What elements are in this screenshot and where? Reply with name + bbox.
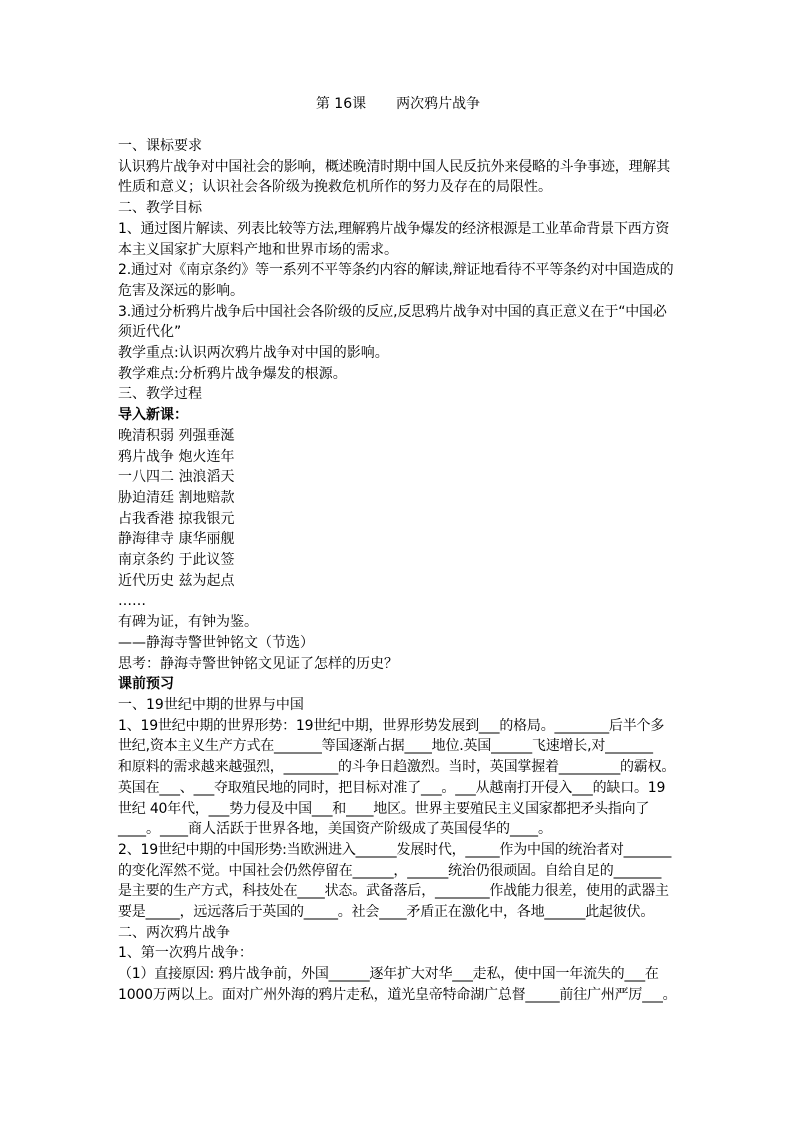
subsection-heading: 导入新课： <box>118 407 188 424</box>
inscription-line: 一八四二 浊浪滔天 <box>118 469 235 486</box>
paragraph-line: 英国在___、___夺取殖民地的同时，把目标对准了___。___从越南打开侵入___的缺口。19 <box>118 779 666 796</box>
lesson-number: 第 16课 <box>315 96 367 112</box>
section-heading: 二、两次鸦片战争 <box>118 924 230 941</box>
lesson-name: 两次鸦片战争 <box>396 96 481 112</box>
paragraph-line: 3.通过分析鸦片战争后中国社会各阶级的反应,反思鸦片战争对中国的真正意义在于“中国必 <box>118 303 667 320</box>
paragraph-line: 1、通过图片解读、列表比较等方法,理解鸦片战争爆发的经济根源是工业革命背景下西方资 <box>118 220 670 237</box>
paragraph-line: 和原料的需求越来越强烈，________的斗争日趋激烈。当时，英国掌握着_________的霸权。 <box>118 759 676 776</box>
section-heading: 三、教学过程 <box>118 386 202 403</box>
inscription-line: 晚清积弱 列强垂涎 <box>118 427 235 444</box>
inscription-line: 有碑为证，有钟为鉴。 <box>118 614 258 631</box>
paragraph-line: 性质和意义；认识社会各阶级为挽救危机所作的努力及存在的局限性。 <box>118 179 552 196</box>
inscription-line: 南京条约 于此议签 <box>118 552 235 569</box>
inscription-line: 静海律寺 康华丽舰 <box>118 531 235 548</box>
inscription-line: 占我香港 掠我银元 <box>118 510 235 527</box>
teaching-focus: 教学重点:认识两次鸦片战争对中国的影响。 <box>118 345 389 362</box>
paragraph-line: 2、19世纪中期的中国形势:当欧洲进入______发展时代，_____作为中国的统治者对_______ <box>118 841 672 858</box>
inscription-line: 近代历史 兹为起点 <box>118 572 235 589</box>
paragraph-line: 要是_____，远远落后于英国的_____。社会____矛盾正在激化中，各地______此起彼伏。 <box>118 904 655 921</box>
paragraph-line: ____。____商人活跃于世界各地，美国资产阶级成了英国侵华的____。 <box>118 821 552 838</box>
paragraph-line: 须近代化” <box>118 324 182 341</box>
teaching-difficulty: 教学难点:分析鸦片战争爆发的根源。 <box>118 365 347 382</box>
paragraph-line: 2.通过对《南京条约》等一系列不平等条约内容的解读,辩证地看待不平等条约对中国造成的 <box>118 262 674 279</box>
document-page <box>118 94 678 1006</box>
section-heading: 一、课标要求 <box>118 138 202 154</box>
section-heading: 一、19世纪中期的世界与中国 <box>118 696 304 713</box>
inscription-line: 鸦片战争 炮火连年 <box>118 448 235 465</box>
paragraph-line: 本主义国家扩大原料产地和世界市场的需求。 <box>118 241 398 258</box>
question: 思考：静海寺警世钟铭文见证了怎样的历史？ <box>118 655 398 672</box>
inscription-source: ——静海寺警世钟铭文（节选） <box>118 634 314 651</box>
paragraph-line: 世纪 40年代，___势力侵及中国___和____地区。世界主要殖民主义国家都把矛头指向了 <box>118 800 650 817</box>
paragraph-line: 1、19世纪中期的世界形势：19世纪中期，世界形势发展到___的格局。________后半个多 <box>118 717 665 734</box>
subsection-heading: 课前预习 <box>118 676 174 693</box>
paragraph-line: 认识鸦片战争对中国社会的影响，概述晚清时期中国人民反抗外来侵略的斗争事迹，理解其 <box>118 158 670 175</box>
paragraph-line: 是主要的生产方式，科技处在____状态。武备落后，________作战能力很差，使用的武器主 <box>118 883 669 900</box>
ellipsis: …… <box>118 593 146 610</box>
section-heading: 二、教学目标 <box>118 200 202 217</box>
inscription-line: 胁迫清廷 割地赔款 <box>118 489 235 506</box>
paragraph-line: 世纪,资本主义生产方式在_______等国逐渐占据____地位.英国______飞速增长,对_______ <box>118 738 653 755</box>
paragraph-line: （1）直接原因: 鸦片战争前，外国______逐年扩大对华___走私，使中国一年流失的___在 <box>118 966 659 983</box>
lesson-title <box>118 94 678 114</box>
paragraph-line: 1000万两以上。面对广州外海的鸦片走私，道光皇帝特命湖广总督_____前往广州严厉___。 <box>118 986 677 1003</box>
paragraph-line: 的变化浑然不觉。中国社会仍然停留在______，______统治仍很顽固。自给自足的_______ <box>118 862 662 879</box>
subsection-heading: 1、第一次鸦片战争： <box>118 945 253 962</box>
paragraph-line: 危害及深远的影响。 <box>118 282 244 299</box>
